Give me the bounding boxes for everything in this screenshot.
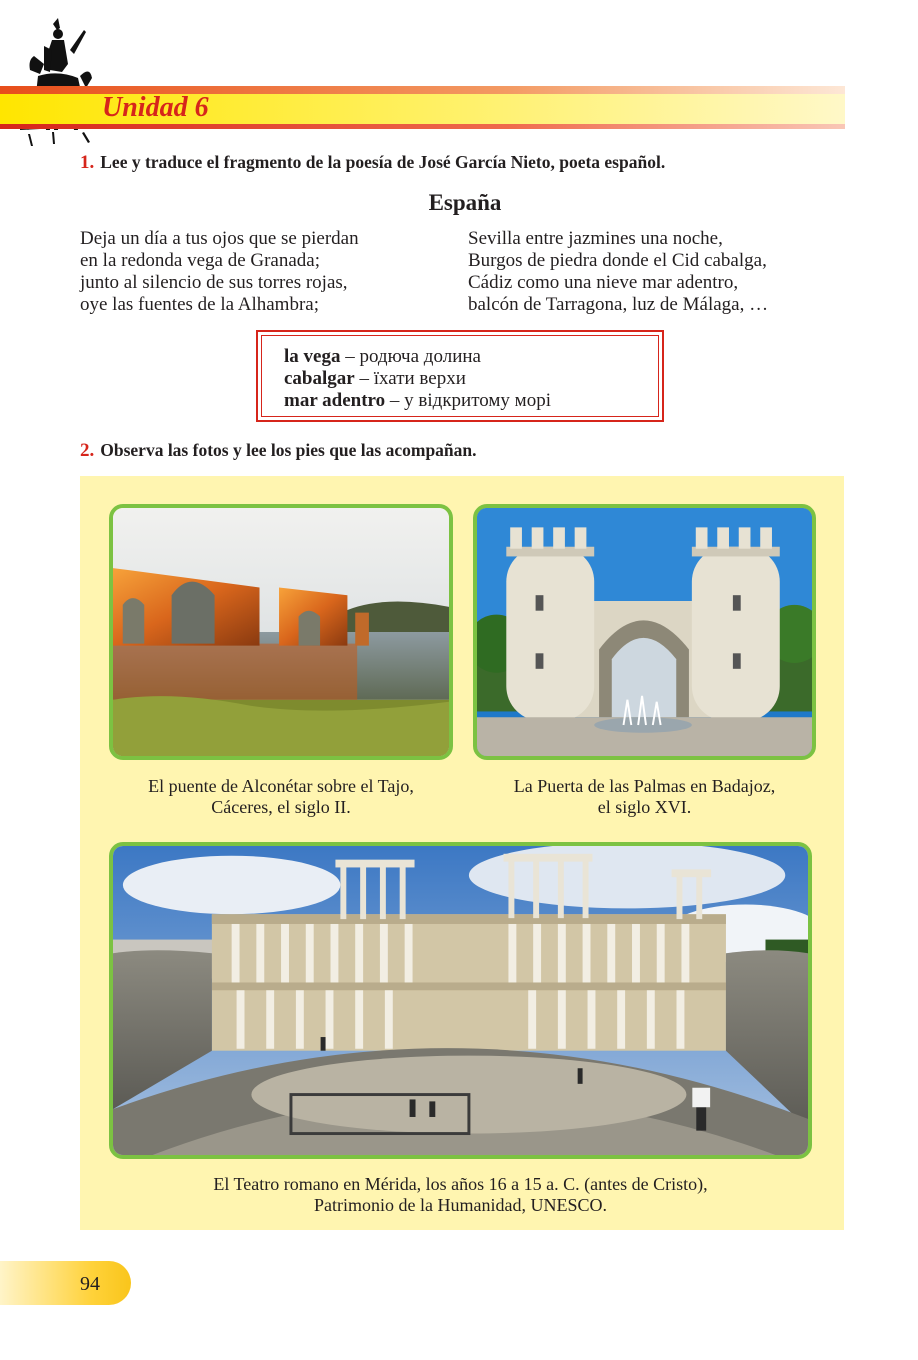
photo-caption [109,776,453,818]
unit-title: Unidad 6 [102,92,209,123]
task-number: 2. [80,440,95,461]
caption-line: El puente de Alconétar sobre el Tajo, [148,776,414,796]
poem-stanza-right [468,228,768,316]
caption-line: Cáceres, el siglo II. [211,797,351,817]
vocab-entry [284,346,658,368]
photo-puerta-palmas [473,504,816,760]
caption-line: Patrimonio de la Humanidad, UNESCO. [314,1195,607,1215]
vocab-term: cabalgar [284,368,355,389]
task-text: Lee y traduce el fragmento de la poesía de José García Nieto, poeta español. [100,152,666,172]
caption-line: El Teatro romano en Mérida, los años 16 a 15 a. C. (antes de Cristo), [213,1174,708,1194]
vocabulary-box [256,330,664,422]
photo-alconetar-bridge [109,504,453,760]
vocab-translation: – родюча долина [340,346,481,367]
page-number: 94 [80,1273,100,1295]
vocab-entry [284,390,658,412]
poem-line: Deja un día a tus ojos que se pierdan [80,228,359,249]
caption-line: La Puerta de las Palmas en Badajoz, [513,776,776,796]
poem-line: balcón de Tarragona, luz de Málaga, … [468,294,769,315]
task-text: Observa las fotos y lee los pies que las acompañan. [100,440,477,460]
photo-teatro-merida [109,842,812,1159]
vocab-translation: – їхати верхи [354,368,466,389]
photo-panel [80,476,844,1230]
task-number: 1. [80,152,95,173]
poem-title: España [428,190,502,215]
vocab-term: mar adentro [284,390,386,411]
photo-caption [109,1174,812,1216]
poem-line: Cádiz como una nieve mar adentro, [468,272,739,293]
vocab-entry [284,368,658,390]
poem-stanza-left [80,228,359,316]
vocab-translation: – у відкритому морі [385,390,551,411]
poem-line: Sevilla entre jazmines una noche, [468,228,723,249]
poem-line: junto al silencio de sus torres rojas, [80,272,348,293]
photo-caption [473,776,816,818]
task-2-instruction [80,440,477,462]
poem-line: Burgos de piedra donde el Cid cabalga, [468,250,767,271]
poem-line: oye las fuentes de la Alhambra; [80,294,320,315]
caption-line: el siglo XVI. [597,797,692,817]
poem-line: en la redonda vega de Granada; [80,250,321,271]
task-1-instruction [80,152,665,174]
vocab-term: la vega [284,346,341,367]
page-number-tab [0,1261,131,1305]
